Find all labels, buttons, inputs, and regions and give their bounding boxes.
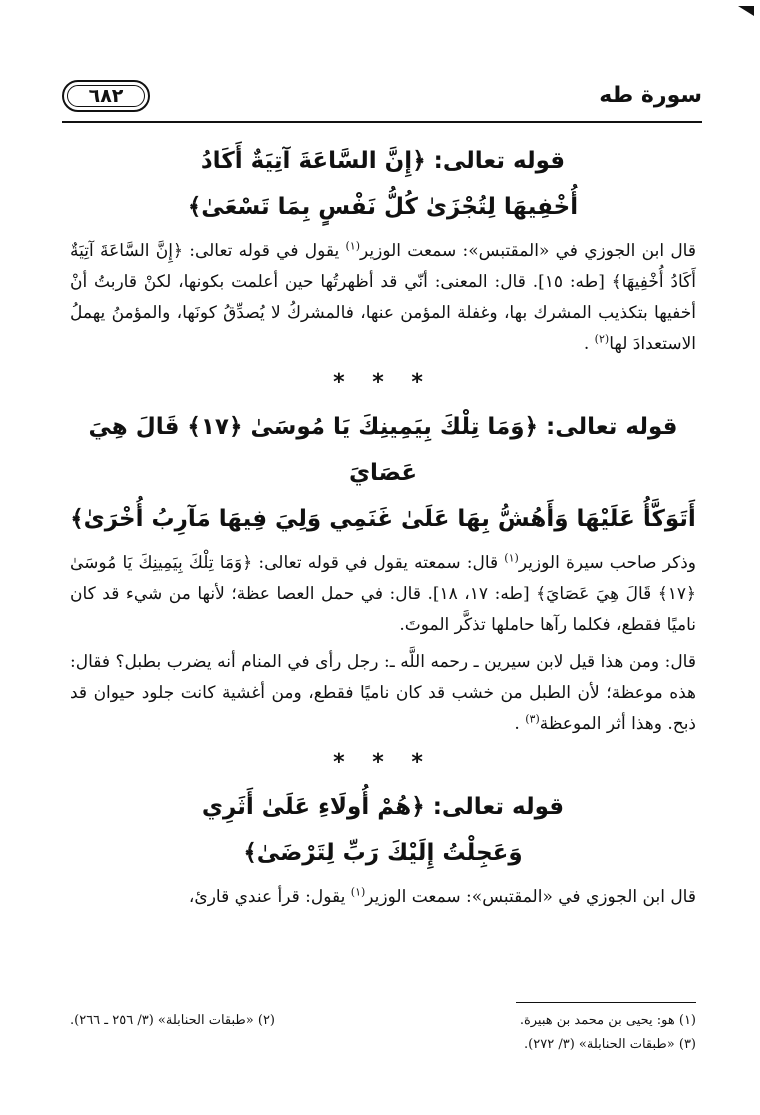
footnote-ref: (٣) (525, 712, 540, 726)
footnote-ref: (١) (350, 885, 366, 899)
footnote-ref: (٢) (594, 332, 610, 346)
para-text: يقول في قوله تعالى: ﴿إِنَّ السَّاعَةَ آتِيَةٌ أَكَادُ أُخْفِيهَا﴾ [طه: ١٥]. قال: المعنى: أنّي قد أظهرتُها حين أعلمت بكونها، لكنْ قاربتُ أنْ أخفيها بتكذيب المشرك بها، وغفلة المؤمن عنها، فالمشركُ لا يُصدِّقُ كونَها، والمؤمنُ يهملُ الاستعدادَ لها (70, 241, 696, 354)
surah-title: سورة طه (599, 83, 702, 108)
page-content (70, 138, 696, 919)
para-text: يقول: قرأ عندي قارئ، (188, 887, 351, 907)
verse-line: قوله تعالى: ﴿هُمْ أُولَاءِ عَلَىٰ أَثَرِي (201, 794, 565, 820)
corner-mark (738, 6, 754, 16)
footnote-rule (516, 1002, 696, 1003)
footnote-row (70, 1009, 696, 1033)
para-text: قال ابن الجوزي في «المقتبس»: سمعت الوزير (365, 887, 696, 907)
verse-line: قوله تعالى: ﴿إِنَّ السَّاعَةَ آتِيَةٌ أَكَادُ (200, 148, 566, 174)
commentary-paragraph-2 (70, 548, 696, 641)
footnote-ref: (١) (504, 551, 519, 565)
footnotes (70, 1002, 696, 1057)
para-text: . (514, 714, 526, 734)
header-rule (62, 121, 702, 123)
footnote-1: (١) هو: يحيى بن محمد بن هبيرة. (519, 1013, 696, 1028)
para-text: . (583, 334, 595, 354)
verse-line: أَتَوَكَّأُ عَلَيْهَا وَأَهُشُّ بِهَا عَلَىٰ غَنَمِي وَلِيَ فِيهَا مَآرِبُ أُخْرَىٰ﴾ (70, 506, 696, 532)
para-text: قال ابن الجوزي في «المقتبس»: سمعت الوزير (360, 241, 696, 261)
para-text: قال: سمعته يقول في قوله تعالى: ﴿وَمَا تِلْكَ بِيَمِينِكَ يَا مُوسَىٰ ﴿١٧﴾ قَالَ هِيَ عَصَايَ﴾ [طه: ١٧، ١٨]. قال: في حمل العصا عظة؛ لأنها من شيء قد كان ناميًا فقطع، فكلما رآها حاملها تذكَّر الموتَ. (70, 553, 697, 635)
verse-line: قوله تعالى: ﴿وَمَا تِلْكَ بِيَمِينِكَ يَا مُوسَىٰ ﴿١٧﴾ قَالَ هِيَ عَصَايَ (88, 414, 678, 486)
footnote-ref: (١) (345, 239, 361, 253)
footnote-3: (٣) «طبقات الحنابلة» (٣/ ٢٧٢). (524, 1037, 696, 1052)
page-number: ٦٨٢ (88, 85, 124, 107)
commentary-paragraph-1 (70, 236, 696, 360)
para-text: قال: ومن هذا قيل لابن سيرين ـ رحمه اللَّه ـ: رجل رأى في المنام أنه يضرب بطبل؟ فقال: هذه موعظة؛ لأن الطبل من خشب قد كان ناميًا فقطع، ومن أغشية كانت جلود حيوان قد ذبح. وهذا أثر الموعظة (70, 652, 696, 734)
verse-line: وَعَجِلْتُ إِلَيْكَ رَبِّ لِتَرْضَىٰ﴾ (243, 840, 523, 866)
verse-heading-2 (70, 404, 696, 542)
footnote-2: (٢) «طبقات الحنابلة» (٣/ ٢٥٦ ـ ٢٦٦). (70, 1013, 275, 1028)
page-header (62, 80, 702, 120)
verse-heading-3 (70, 784, 696, 876)
para-text: وذكر صاحب سيرة الوزير (518, 553, 696, 573)
verse-line: أُخْفِيهَا لِتُجْزَىٰ كُلُّ نَفْسٍ بِمَا تَسْعَىٰ﴾ (187, 194, 579, 220)
section-separator: * * * (333, 370, 433, 395)
commentary-paragraph-3 (70, 647, 696, 740)
page-number-badge (62, 80, 150, 112)
section-separator: * * * (333, 750, 433, 775)
verse-heading-1 (70, 138, 696, 230)
commentary-paragraph-4 (70, 882, 696, 913)
